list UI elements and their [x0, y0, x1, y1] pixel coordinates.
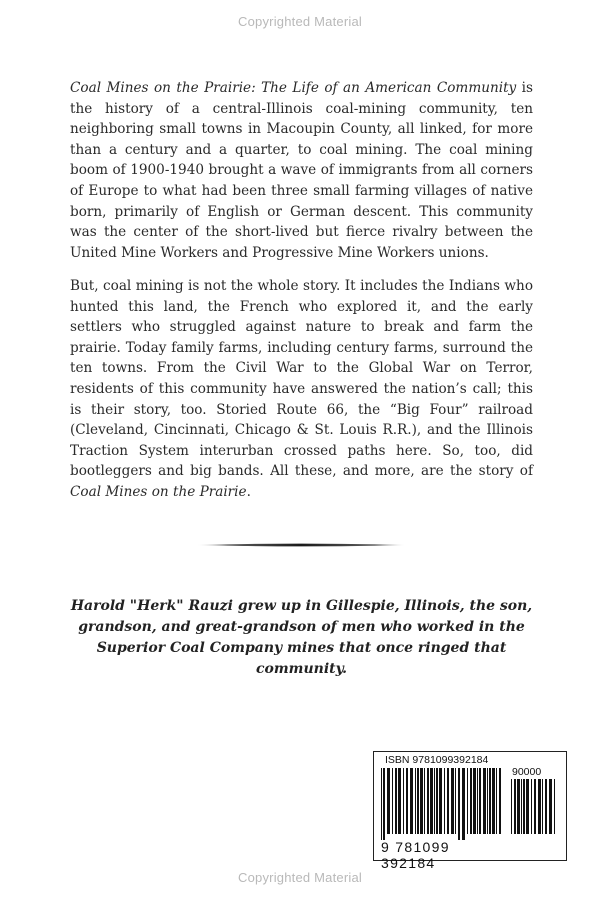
- barcode-bar: [534, 779, 536, 834]
- barcode-bar: [458, 768, 460, 840]
- paragraph-2-text: But, coal mining is not the whole story. It includes the Indians who hunted this land, the French who explored it, and the early settlers who struggled against nature to break and farm the prairie. Today family farms, including century farms, surround the ten towns. From the Civil War to the Global War on Terror, residents of this community have answered the nation’s call; this is their story, too. Storied Route 66, the “Big Four” railroad (Cleveland, Cincinnati, Chicago & St. Louis R.R.), and the Illinois Traction System interurban crossed paths here. So, too, did bootleggers and big bands. All these, and more, are the story of: [70, 278, 533, 480]
- ean-barcode-bars: [380, 768, 504, 840]
- barcode-bar: [554, 779, 555, 834]
- barcode-bar: [415, 768, 416, 834]
- ornamental-divider: [196, 541, 406, 549]
- ean-digits: 9 781099 392184: [381, 839, 450, 871]
- barcode-bar: [406, 768, 408, 834]
- isbn-label: ISBN 9781099392184: [385, 754, 489, 766]
- barcode-bar: [447, 768, 449, 834]
- barcode-bar: [514, 779, 516, 834]
- barcode-bar: [417, 768, 419, 834]
- barcode-bar: [403, 768, 404, 834]
- barcode-bar: [526, 779, 529, 834]
- book-title-italic-2: Coal Mines on the Prairie: [70, 483, 247, 500]
- book-title-italic: Coal Mines on the Prairie: The Life of an American Community: [70, 80, 517, 96]
- description-paragraph-2: [70, 276, 533, 503]
- barcode-bar: [420, 768, 423, 834]
- barcode-bar: [398, 768, 401, 834]
- barcode-bar: [383, 768, 385, 840]
- barcode-bar: [470, 768, 472, 834]
- barcode-bar: [483, 768, 486, 834]
- author-bio: Harold "Herk" Rauzi grew up in Gillespie, Illinois, the son, grandson, and great-grandson of men who worked in the Superior Coal Company mines that once ringed that community.: [70, 598, 533, 677]
- barcode-bar: [492, 768, 495, 834]
- barcode-bar: [499, 768, 501, 834]
- barcode-bar: [487, 768, 488, 834]
- barcode-bar: [549, 779, 552, 834]
- barcode-bar: [473, 768, 476, 834]
- barcode-bar: [462, 768, 465, 840]
- barcode-bar: [455, 768, 456, 834]
- barcode-bar: [381, 768, 382, 840]
- description-paragraph-1: [70, 78, 533, 263]
- barcode-bar: [511, 779, 512, 834]
- copyright-watermark-top: Copyrighted Material: [238, 14, 362, 29]
- barcode-bar: [517, 779, 520, 834]
- price-code: 90000: [512, 766, 542, 778]
- barcode-bar: [542, 779, 543, 834]
- paragraph-1-text: is the history of a central-Illinois coal-mining community, ten neighboring small towns in Macoupin County, all linked, for more than a century and a quarter, to coal mining. The coal mining boom of 1900-1940 brought a wave of immigrants from all corners of Europe to what had been three small farming villages of native born, primarily of English or German descent. This community was the center of the short-lived but fierce rivalry between the United Mine Workers and Progressive Mine Workers unions.: [70, 80, 533, 261]
- barcode-bar: [434, 768, 435, 834]
- barcode-bar: [430, 768, 433, 834]
- barcode-bar: [436, 768, 438, 834]
- barcode-bar: [496, 768, 497, 834]
- barcode-bar: [521, 779, 522, 834]
- paragraph-2-end: .: [246, 483, 251, 500]
- barcode-bar: [395, 768, 397, 834]
- barcode-bar: [523, 779, 525, 834]
- barcode-bar: [545, 779, 547, 834]
- barcode-bar: [439, 768, 442, 834]
- barcode-bar: [424, 768, 425, 834]
- barcode-bar: [538, 779, 541, 834]
- copyright-watermark-bottom: Copyrighted Material: [238, 870, 362, 885]
- barcode-bar: [477, 768, 478, 834]
- barcode-bar: [479, 768, 481, 834]
- barcode-bar: [392, 768, 393, 834]
- barcode-bar: [387, 768, 390, 834]
- barcode-bar: [444, 768, 445, 834]
- barcode-bar: [451, 768, 454, 834]
- barcode-bar: [531, 779, 532, 834]
- barcode-bar: [467, 768, 468, 834]
- barcode-bar: [410, 768, 413, 834]
- barcode-bar: [427, 768, 429, 834]
- barcode-bar: [489, 768, 491, 834]
- addon-barcode-bars: [510, 779, 558, 840]
